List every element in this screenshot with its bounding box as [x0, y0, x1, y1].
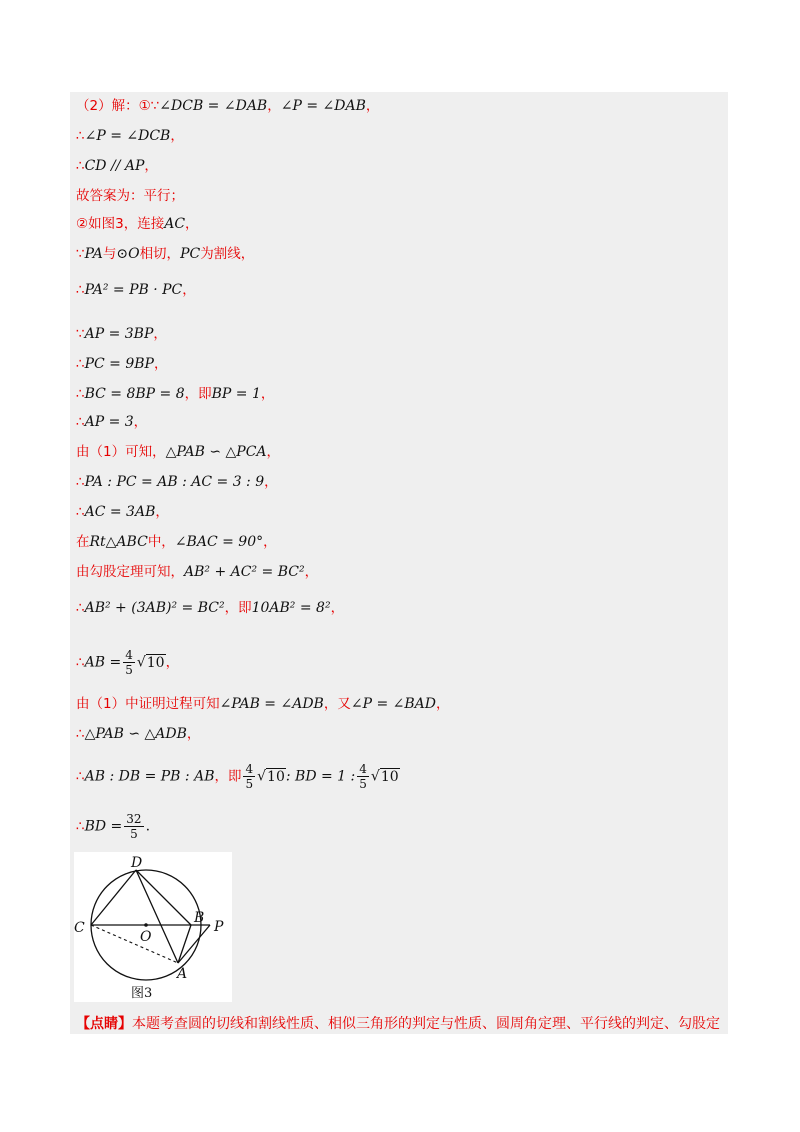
key-point-tag: 【点睛】: [76, 1016, 132, 1032]
line-text: ，即: [184, 386, 212, 402]
fraction-numerator: 32: [126, 812, 142, 826]
line-end: 为割线，: [200, 246, 255, 262]
solution-line-13: [76, 470, 278, 494]
solution-line-9: [76, 352, 167, 376]
chord-ab: [178, 925, 191, 963]
math-expression: AB =: [84, 654, 122, 671]
math-expression: PA: [84, 246, 103, 262]
solution-line-7: [76, 278, 196, 302]
line-end: ，: [264, 474, 278, 490]
label-c: C: [74, 920, 85, 936]
solution-line-5: [76, 212, 199, 236]
math-expression: ∠P = ∠DCB: [84, 128, 171, 144]
math-expression: ∠BAC = 90°: [174, 534, 264, 550]
fraction-denominator: 5: [130, 827, 138, 841]
math-expression: CD // AP: [84, 158, 145, 174]
line-prefix: ∴: [76, 654, 85, 671]
key-point-note: [76, 1012, 720, 1036]
math-expression: Rt△ABC: [89, 534, 148, 550]
label-p: P: [214, 919, 224, 935]
chord-db: [136, 870, 191, 925]
line-end: ，: [263, 534, 277, 550]
solution-line-17: [76, 596, 344, 620]
line-prefix: 由勾股定理可知，: [76, 564, 184, 580]
radicand: 10: [267, 768, 285, 785]
line-prefix: ∴: [76, 386, 85, 402]
line-end: ，: [365, 98, 380, 114]
math-expression: AB : DB = PB : AB: [84, 768, 215, 785]
line-prefix: ∴: [76, 128, 85, 144]
fraction-denominator: 5: [359, 777, 367, 791]
tangent-ap: [178, 925, 210, 963]
math-expression: PC = 9BP: [84, 356, 154, 372]
solution-line-6: [76, 242, 254, 266]
line-prefix: 由（1）可知，: [76, 444, 166, 460]
solution-line-14: [76, 500, 169, 524]
line-end: ，: [330, 600, 345, 616]
solution-line-4: [76, 184, 184, 208]
answer-text: 故答案为：平行；: [76, 188, 184, 204]
line-end: ，: [185, 216, 199, 232]
line-end: ，: [260, 386, 275, 402]
math-expression: ∠P = ∠BAD: [350, 696, 436, 712]
math-expression: PA² = PB · PC: [84, 282, 183, 298]
math-expression: △PAB ∽ △ADB: [84, 726, 187, 742]
line-text: ，即: [224, 600, 252, 616]
center-dot: [144, 923, 148, 927]
line-end: ，: [155, 504, 169, 520]
math-expression: ⊙O: [116, 246, 140, 262]
geometry-figure-3: [74, 852, 232, 1002]
math-expression: AB² + AC² = BC²: [184, 564, 305, 580]
math-expression: PC: [180, 246, 201, 262]
math-expression: 10AB² = 8²: [251, 600, 331, 616]
math-expression: AC: [164, 216, 186, 232]
sqrt-icon: √: [257, 768, 267, 785]
solution-line-10: [76, 382, 274, 406]
label-d: D: [131, 855, 143, 871]
line-prefix: ∴: [76, 414, 85, 430]
line-prefix: ∴: [76, 474, 85, 490]
math-expression: BP = 1: [211, 386, 261, 402]
fraction-denominator: 5: [125, 663, 133, 677]
math-expression: : BD = 1 :: [285, 768, 356, 785]
math-expression: ∠PAB = ∠ADB: [219, 696, 324, 712]
solution-line-8: [76, 322, 167, 346]
math-expression: BD =: [84, 818, 123, 835]
math-expression: AP = 3BP: [84, 326, 154, 342]
solution-line-16: [76, 560, 318, 584]
line-end: ，: [266, 444, 281, 460]
fraction-denominator: 5: [245, 777, 254, 791]
line-text: 与: [102, 246, 117, 262]
solution-line-20: [76, 722, 200, 746]
math-expression: AB² + (3AB)² = BC²: [84, 600, 225, 616]
line-prefix: ∴: [76, 282, 85, 298]
line-end: ，: [186, 726, 201, 742]
fraction-numerator: 4: [245, 762, 254, 776]
line-text: 中，: [147, 534, 175, 550]
line-prefix: （2）解：①∵: [76, 98, 160, 114]
fraction: [357, 762, 369, 791]
solution-line-15: [76, 530, 277, 554]
label-a: A: [177, 966, 188, 982]
math-expression: AC = 3AB: [84, 504, 156, 520]
separator: ，: [267, 98, 281, 114]
line-prefix: ∴: [76, 818, 85, 835]
fraction: [124, 812, 143, 841]
line-end: ，: [435, 696, 450, 712]
math-expression: ∠P = ∠DAB: [280, 98, 366, 114]
chord-da: [136, 870, 178, 963]
line-end: .: [145, 818, 151, 835]
solution-line-3: [76, 154, 158, 178]
line-end: ，: [133, 414, 148, 430]
solution-line-19: [76, 692, 449, 716]
label-o: O: [140, 929, 152, 945]
line-prefix: ∴: [76, 356, 85, 372]
solution-line-11: [76, 410, 147, 434]
solution-line-18: [76, 648, 180, 677]
sqrt-icon: √: [370, 768, 380, 785]
fraction-numerator: 4: [125, 648, 133, 662]
solution-line-12: [76, 440, 280, 464]
line-end: ，: [153, 326, 167, 342]
line-end: ，: [170, 128, 184, 144]
line-text: 相切，: [139, 246, 181, 262]
sqrt-icon: √: [136, 654, 146, 671]
line-end: ，: [304, 564, 319, 580]
radicand: 10: [146, 654, 165, 671]
label-b: B: [194, 910, 205, 926]
fraction: [243, 762, 255, 791]
radicand: 10: [380, 768, 399, 785]
line-end: ，: [153, 356, 168, 372]
line-prefix: ∴: [76, 768, 85, 785]
line-prefix: ②如图3，连接: [76, 216, 165, 232]
math-expression: ∠DCB = ∠DAB: [159, 98, 268, 114]
line-end: ，: [182, 282, 196, 298]
line-text: ，又: [323, 696, 351, 712]
math-expression: △PAB ∽ △PCA: [165, 444, 267, 460]
math-expression: AP = 3: [84, 414, 134, 430]
line-text: ，即: [214, 768, 242, 785]
solution-line-1: [76, 94, 379, 118]
line-prefix: ∴: [76, 600, 85, 616]
solution-line-22: [76, 812, 151, 841]
fraction-numerator: 4: [359, 762, 367, 776]
line-prefix: 在: [76, 534, 90, 550]
figure-caption: 图3: [131, 986, 153, 1001]
fraction: [123, 648, 135, 677]
solution-line-2: [76, 124, 184, 148]
line-prefix: 由（1）中证明过程可知: [76, 696, 220, 712]
line-prefix: ∴: [76, 504, 85, 520]
circle-diagram: [74, 852, 232, 1002]
key-point-text: 本题考查圆的切线和割线性质、相似三角形的判定与性质、圆周角定理、平行线的判定、勾股定: [132, 1016, 720, 1032]
math-expression: PA : PC = AB : AC = 3 : 9: [84, 474, 265, 490]
line-prefix: ∵: [76, 246, 85, 262]
dashed-ac: [91, 925, 178, 963]
line-prefix: ∴: [76, 158, 85, 174]
line-prefix: ∵: [76, 326, 85, 342]
math-expression: BC = 8BP = 8: [84, 386, 185, 402]
solution-line-21: [76, 762, 400, 791]
line-end: ，: [165, 654, 180, 671]
line-end: ，: [144, 158, 158, 174]
line-prefix: ∴: [76, 726, 85, 742]
